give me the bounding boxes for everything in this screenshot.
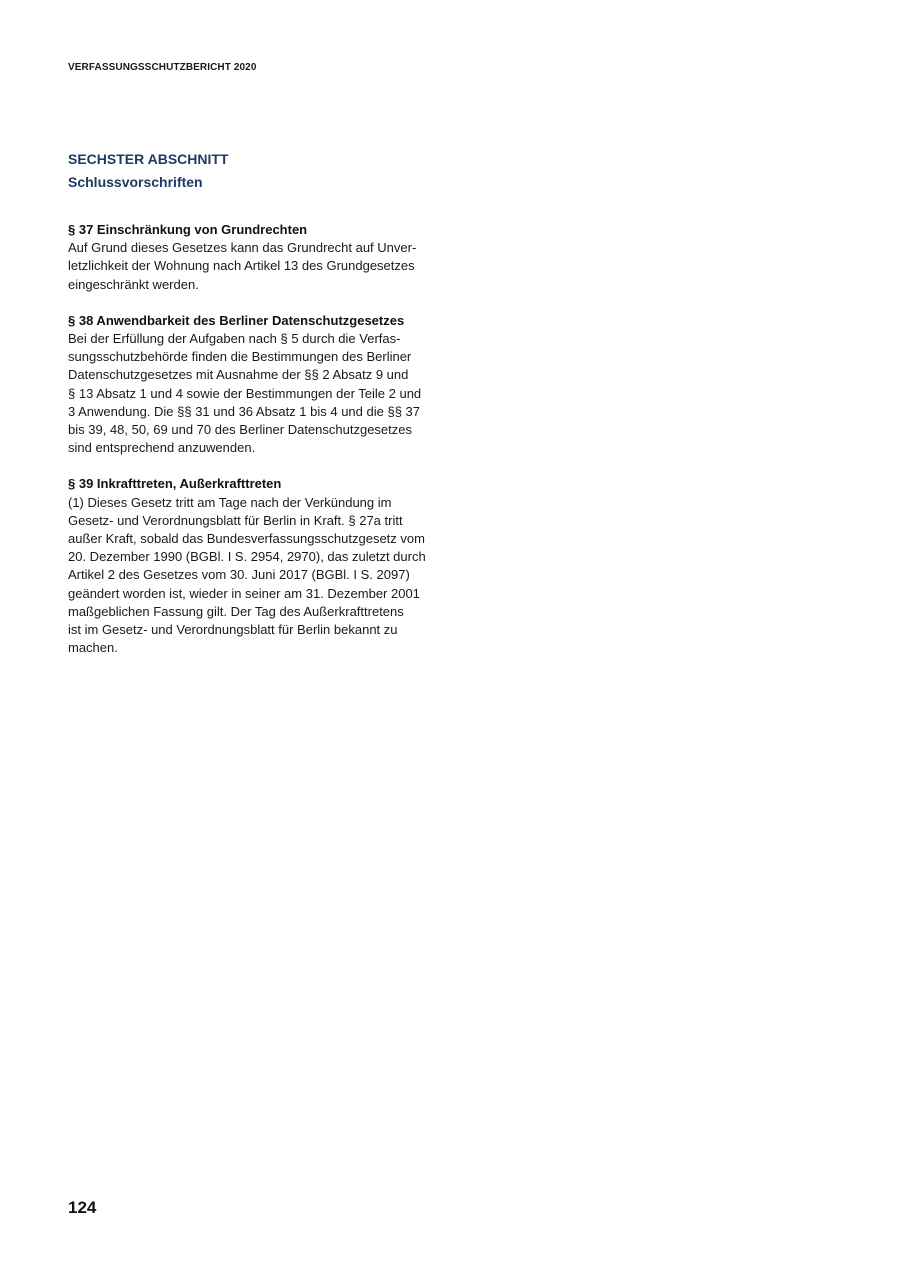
paragraph-line: außer Kraft, sobald das Bundesverfassungsschutzgesetz vom — [68, 531, 425, 547]
paragraph-line: machen. — [68, 640, 118, 656]
section-38 — [68, 312, 448, 458]
paragraph-line: Auf Grund dieses Gesetzes kann das Grundrecht auf Unver- — [68, 240, 417, 256]
section-heading: § 39 Inkrafttreten, Außerkrafttreten — [68, 476, 282, 492]
chapter-subtitle: Schlussvorschriften — [68, 174, 203, 190]
paragraph-line: 3 Anwendung. Die §§ 31 und 36 Absatz 1 bis 4 und die §§ 37 — [68, 403, 420, 419]
paragraph-line: sungsschutzbehörde finden die Bestimmungen des Berliner — [68, 349, 412, 365]
section-heading: § 37 Einschränkung von Grundrechten — [68, 222, 308, 237]
paragraph-line: ist im Gesetz- und Verordnungsblatt für Berlin bekannt zu — [68, 622, 398, 638]
paragraph-line: 20. Dezember 1990 (BGBl. I S. 2954, 2970), das zuletzt durch — [68, 549, 426, 565]
paragraph-line: Datenschutzgesetzes mit Ausnahme der §§ 2 Absatz 9 und — [68, 367, 409, 383]
chapter-heading — [68, 149, 468, 192]
paragraph-line: (1) Dieses Gesetz tritt am Tage nach der Verkündung im — [68, 494, 392, 510]
paragraph-line: Artikel 2 des Gesetzes vom 30. Juni 2017 (BGBl. I S. 2097) — [68, 567, 410, 583]
chapter-title: SECHSTER ABSCHNITT — [68, 151, 229, 167]
paragraph-line: § 13 Absatz 1 und 4 sowie der Bestimmungen der Teile 2 und — [68, 385, 422, 401]
paragraph-line: eingeschränkt werden. — [68, 276, 199, 292]
section-39 — [68, 475, 448, 657]
paragraph-line: letzlichkeit der Wohnung nach Artikel 13 des Grundgesetzes — [68, 258, 415, 274]
paragraph-line: maßgeblichen Fassung gilt. Der Tag des Außerkrafttretens — [68, 603, 404, 619]
section-37 — [68, 221, 448, 294]
section-heading: § 38 Anwendbarkeit des Berliner Datenschutzgesetzes — [68, 312, 405, 328]
paragraph-line: Gesetz- und Verordnungsblatt für Berlin in Kraft. § 27a tritt — [68, 512, 403, 528]
paragraph-line: bis 39, 48, 50, 69 und 70 des Berliner Datenschutzgesetzes — [68, 422, 412, 438]
paragraph-line: sind entsprechend anzuwenden. — [68, 440, 256, 456]
page-number: 124 — [68, 1198, 97, 1217]
document-body — [68, 221, 448, 675]
paragraph-line: geändert worden ist, wieder in seiner am 31. Dezember 2001 — [68, 585, 420, 601]
paragraph-line: Bei der Erfüllung der Aufgaben nach § 5 durch die Verfas- — [68, 331, 401, 347]
running-header: VERFASSUNGSSCHUTZBERICHT 2020 — [68, 62, 257, 73]
